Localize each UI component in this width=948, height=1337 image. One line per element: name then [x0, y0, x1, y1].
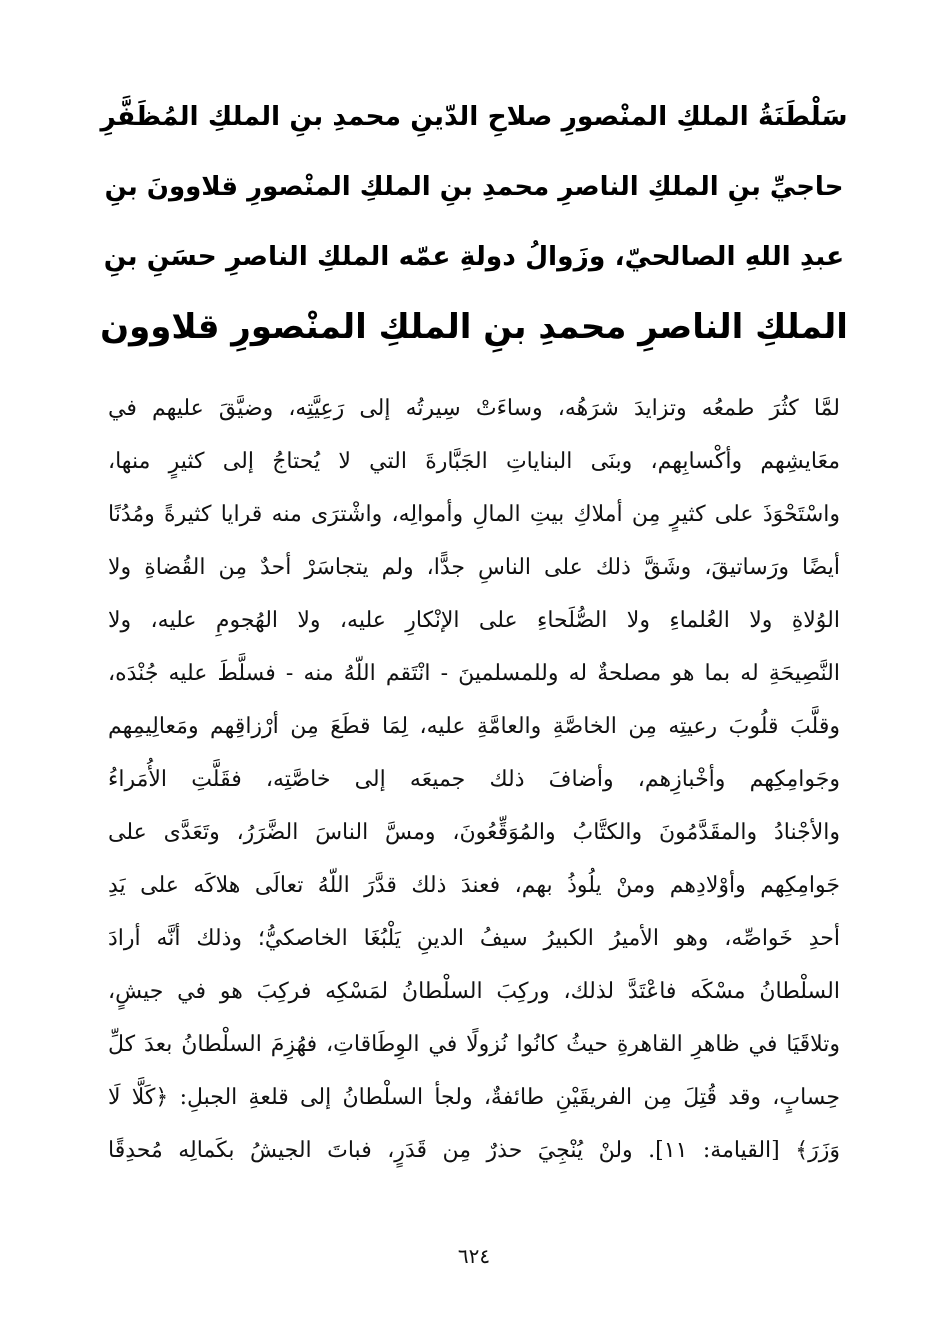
body-line: أحدِ خَواصِّه، وهو الأميرُ الكبيرُ سيفُ الدينِ يَلْبُغَا الخاصكيُّ؛ وذلك أنَّه أرادَ: [108, 926, 840, 951]
title-line: عبدِ اللهِ الصالحيّ، وزَوالُ دولةِ عمّه الملكِ الناصرِ حسَنِ بنِ: [103, 241, 845, 272]
body-line: النَّصِيحَةِ له بما هو مصلحةٌ له وللمسلمينَ - انْتَقم اللّهُ منه - فسلَّطَ عليه جُنْدَه،: [108, 661, 840, 686]
title-line: الملكِ الناصرِ محمدِ بنِ الملكِ المنْصورِ قلاوون: [100, 307, 848, 347]
body-line: وَزَرَ﴾ [القيامة: ١١]. ولنْ يُنْجِيَ حذرٌ مِن قَدَرٍ، فباتَ الجيشُ بكَمالِه مُحدِقًا: [108, 1138, 841, 1163]
page-number: ٦٢٤: [457, 1244, 491, 1268]
body-line: لمَّا كثُرَ طمعُه وتزايدَ شرَهُه، وساءَتْ سِيرتُه إلى رَعِيَّتِه، وضيَّقَ عليهم في: [108, 396, 840, 421]
body-line: جَوامِكِهم وأوْلادِهم ومنْ يلُوذُ بهم، فعندَ ذلك قدَّرَ اللّهُ تعالَى هلاكَه على يَدِ: [108, 873, 840, 898]
body-line: وقلَّبَ قلُوبَ رعيتِه مِن الخاصَّةِ والعامَّةِ عليه، لِمَا قطَعَ مِن أرْزاقِهم ومَعالِيمِهم: [108, 714, 840, 739]
body-line: وتلاقَيَا في ظاهرِ القاهرةِ حيثُ كانُوا نُزولًا في الوِطَاقاتِ، فهُزِمَ السلْطانُ بعدَ كلِّ: [108, 1032, 840, 1057]
chapter-title: [100, 82, 848, 362]
body-line: معَايشِهم وأكْسابِهم، وبنَى البناياتِ الجَبَّارةَ التي لا يُحتاجُ إلى كثيرٍ منها،: [108, 449, 840, 474]
body-line: حِسابٍ، وقد قُتِلَ مِن الفريقَيْنِ طائفةٌ، ولجأ السلْطانُ إلى قلعةِ الجبلِ: ﴿كَلَّا لَا: [108, 1085, 840, 1110]
body-paragraph: [108, 382, 840, 1177]
body-line: السلْطانُ مسْكَه فاعْتَدَّ لذلك، وركِبَ السلْطانُ لمَسْكِه فركِبَ هو في جيشٍ،: [108, 979, 840, 1004]
body-line: أيضًا ورَساتيقَ، وشَقَّ ذلك على الناسِ جدًّا، ولم يتجاسَرْ أحدٌ مِن القُضاةِ ولا: [108, 555, 840, 580]
body-line: واسْتَحْوَذَ على كثيرٍ مِن أملاكِ بيتِ المالِ وأموالِه، واشْترَى منه قرايا كثيرةً ومُدُنًا: [108, 502, 840, 527]
title-line: حاجيِّ بنِ الملكِ الناصرِ محمدِ بنِ الملكِ المنْصورِ قلاوونَ بنِ: [104, 172, 844, 202]
body-line: الوُلاةِ ولا العُلماءِ ولا الصُّلَحاءِ على الإنْكارِ عليه، ولا الهُجومِ عليه، ولا: [108, 608, 840, 633]
body-line: والأجْنادُ والمقَدَّمُونَ والكتَّابُ والمُوَقِّعُونَ، ومسَّ الناسَ الضَّرَرُ، وتَعَدَّى على: [108, 820, 840, 845]
title-line: سَلْطَنَةُ الملكِ المنْصورِ صلاحِ الدّينِ محمدِ بنِ الملكِ المُظَفَّرِ: [100, 101, 848, 132]
body-line: وجَوامِكِهم وأخْبازِهم، وأضافَ ذلك جميعَه إلى خاصَّتِه، فقَلَّتِ الأُمَراءُ: [108, 767, 840, 792]
